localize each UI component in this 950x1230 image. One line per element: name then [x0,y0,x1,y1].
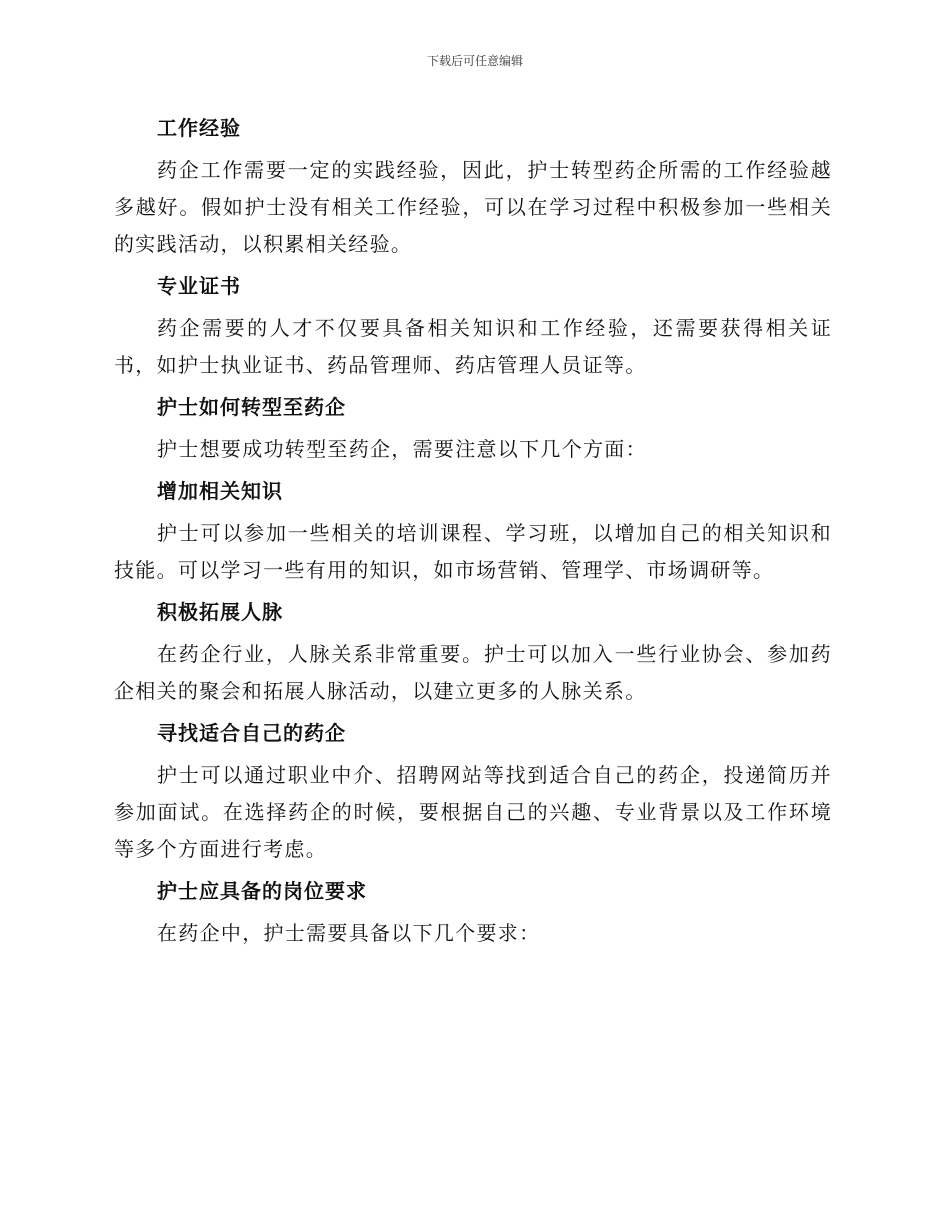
section-paragraph: 护士想要成功转型至药企，需要注意以下几个方面： [157,437,647,461]
section-paragraph: 在药企中，护士需要具备以下几个要求： [157,921,541,945]
section-heading: 护士如何转型至药企 [157,395,346,419]
section-heading: 积极拓展人脉 [157,600,283,624]
page-header-note: 下载后可任意编辑 [426,54,523,68]
section-increase-knowledge [114,473,832,589]
section-how-to-transition [114,389,832,468]
section-find-company [114,715,832,868]
section-paragraph: 药企工作需要一定的实践经验，因此，护士转型药企所需的工作经验越多越好。假如护士没有相关工作经验，可以在学习过程中积极参加一些相关的实践活动，以积累相关经验。 [114,158,832,256]
section-heading: 专业证书 [157,274,241,298]
section-heading: 增加相关知识 [157,479,283,503]
section-heading: 护士应具备的岗位要求 [157,879,367,903]
section-work-experience [114,110,832,263]
document-body [114,110,832,957]
section-expand-network [114,594,832,710]
section-paragraph: 药企需要的人才不仅要具备相关知识和工作经验，还需要获得相关证书，如护士执业证书、药品管理师、药店管理人员证等。 [114,316,832,377]
section-heading: 工作经验 [157,116,241,140]
section-heading: 寻找适合自己的药企 [157,721,346,745]
section-paragraph: 护士可以参加一些相关的培训课程、学习班，以增加自己的相关知识和技能。可以学习一些有用的知识，如市场营销、管理学、市场调研等。 [114,521,832,582]
section-job-requirements [114,873,832,952]
section-paragraph: 护士可以通过职业中介、招聘网站等找到适合自己的药企，投递简历并参加面试。在选择药企的时候，要根据自己的兴趣、专业背景以及工作环境等多个方面进行考虑。 [114,763,832,861]
section-paragraph: 在药企行业，人脉关系非常重要。护士可以加入一些行业协会、参加药企相关的聚会和拓展人脉活动，以建立更多的人脉关系。 [114,642,832,703]
section-certificates [114,268,832,384]
